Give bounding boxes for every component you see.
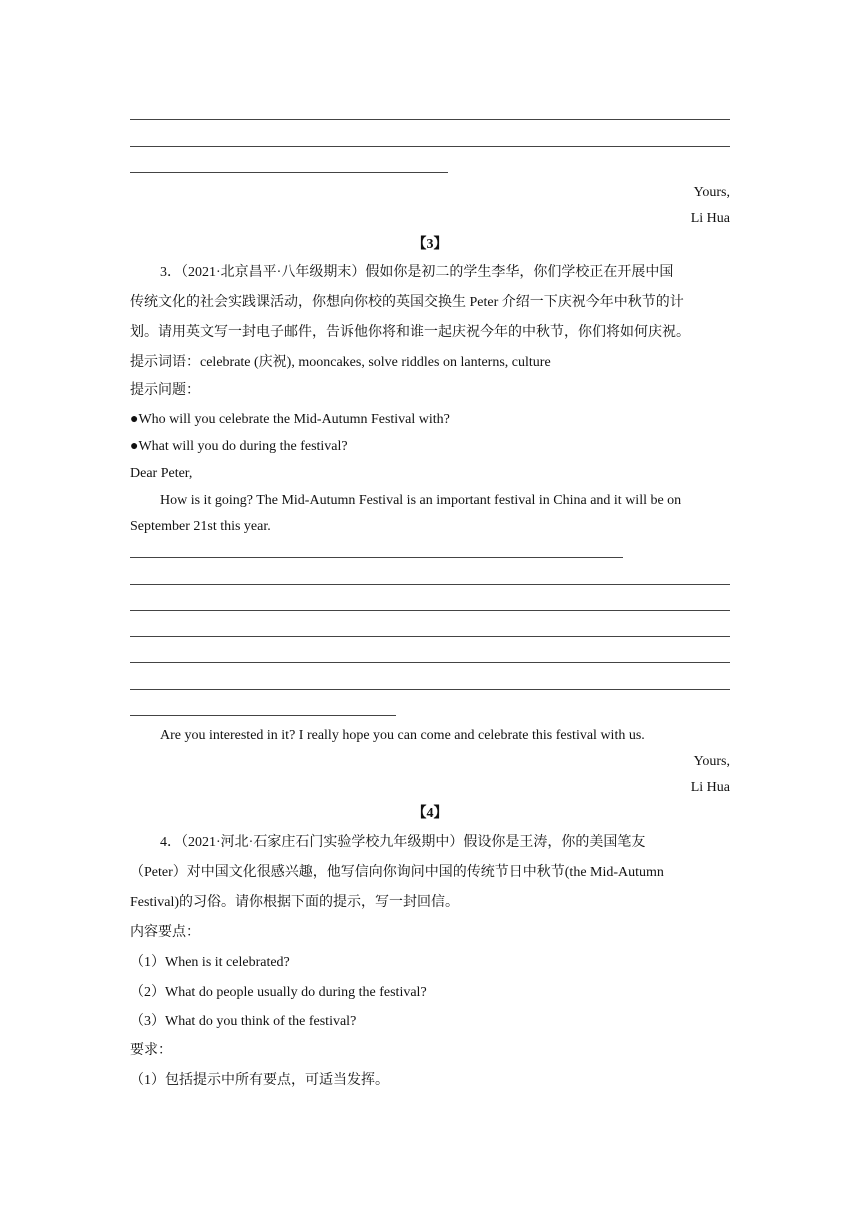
letter-signoff: Yours, bbox=[693, 754, 730, 769]
section-heading: 【3】 bbox=[412, 237, 448, 252]
letter-opening: September 21st this year. bbox=[130, 519, 271, 534]
writing-line bbox=[130, 584, 730, 585]
writing-line bbox=[130, 146, 730, 147]
letter-signature: Li Hua bbox=[690, 780, 730, 795]
writing-line bbox=[130, 172, 448, 173]
writing-line bbox=[130, 119, 730, 120]
prompt-line: （Peter）对中国文化很感兴趣，他写信向你询问中国的传统节日中秋节(the Mid-Autumn bbox=[130, 865, 664, 880]
writing-line bbox=[130, 636, 730, 637]
letter-greeting: Dear Peter, bbox=[130, 466, 193, 481]
section-heading: 【4】 bbox=[412, 806, 448, 821]
prompt-line: 传统文化的社会实践课活动，你想向你校的英国交换生 Peter 介绍一下庆祝今年中秋节的计 bbox=[130, 295, 684, 310]
content-point: （1）When is it celebrated? bbox=[130, 955, 290, 970]
prompt-line: 划。请用英文写一封电子邮件，告诉他你将和谁一起庆祝今年的中秋节，你们将如何庆祝。 bbox=[130, 325, 690, 340]
content-point: （3）What do you think of the festival? bbox=[130, 1014, 357, 1029]
prompt-line: 3．（2021·北京昌平·八年级期末）假如你是初二的学生李华，你们学校正在开展中国 bbox=[160, 265, 674, 280]
letter-opening: How is it going? The Mid-Autumn Festival is an important festival in China and it will be on bbox=[160, 493, 682, 508]
prompt-line: Festival)的习俗。请你根据下面的提示，写一封回信。 bbox=[130, 895, 459, 910]
writing-line bbox=[130, 662, 730, 663]
content-point: （2）What do people usually do during the festival? bbox=[130, 985, 427, 1000]
prompt-line: 4．（2021·河北·石家庄石门实验学校九年级期中）假设你是王涛，你的美国笔友 bbox=[160, 835, 646, 850]
hint-questions-label: 提示问题： bbox=[130, 383, 200, 398]
hint-question: ●Who will you celebrate the Mid-Autumn Festival with? bbox=[130, 412, 450, 427]
writing-line bbox=[130, 610, 730, 611]
writing-line bbox=[130, 557, 623, 558]
hint-question: ●What will you do during the festival? bbox=[130, 439, 348, 454]
points-label: 内容要点： bbox=[130, 925, 200, 940]
hint-words: 提示词语：celebrate (庆祝), mooncakes, solve riddles on lanterns, culture bbox=[130, 355, 551, 370]
letter-closing: Are you interested in it? I really hope you can come and celebrate this festival with us. bbox=[160, 728, 645, 743]
letter-signature: Li Hua bbox=[690, 211, 730, 226]
requirement-item: （1）包括提示中所有要点，可适当发挥。 bbox=[130, 1073, 389, 1088]
writing-line bbox=[130, 715, 396, 716]
requirements-label: 要求： bbox=[130, 1043, 172, 1058]
letter-signoff: Yours, bbox=[693, 185, 730, 200]
writing-line bbox=[130, 689, 730, 690]
